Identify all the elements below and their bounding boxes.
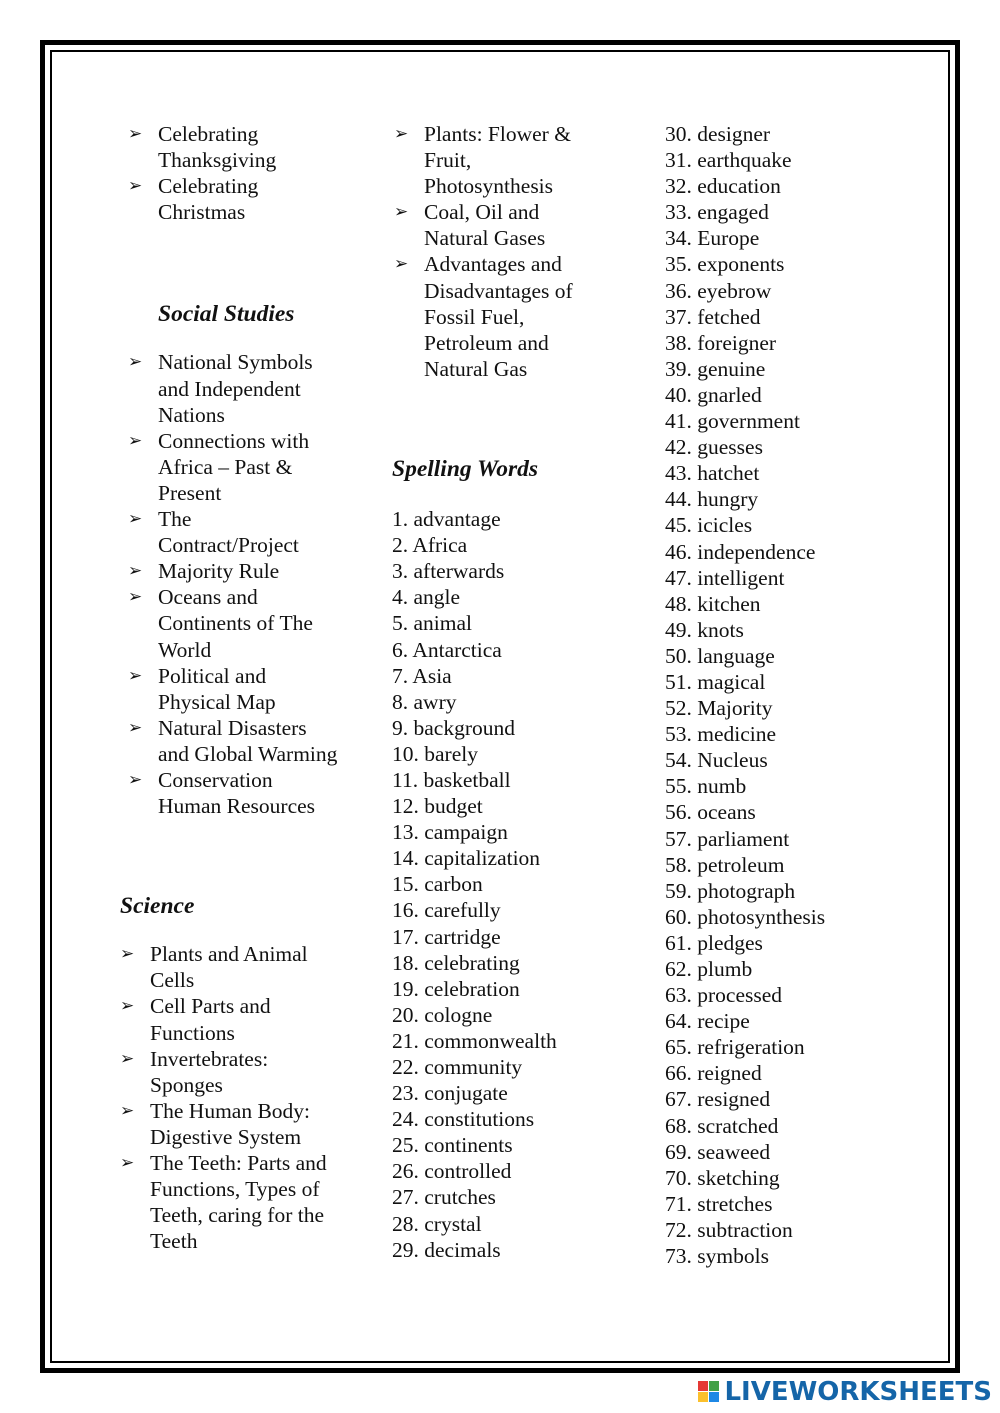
arrow-bullet-icon: ➢	[394, 124, 409, 144]
spelling-word: 63. processed	[665, 983, 783, 1008]
spelling-word: 19. celebration	[392, 976, 520, 1001]
spelling-word: 5. animal	[392, 611, 473, 636]
spelling-word: 45. icicles	[665, 513, 753, 538]
spelling-word: 8. awry	[392, 689, 457, 714]
spelling-words-list-part2	[665, 121, 895, 1269]
arrow-bullet-icon: ➢	[120, 1153, 135, 1173]
list-item: ➢ Celebrating Christmas	[128, 174, 259, 225]
spelling-word: 25. continents	[392, 1133, 513, 1158]
spelling-word: 68. scratched	[665, 1113, 779, 1138]
spelling-word: 3. afterwards	[392, 559, 505, 584]
list-item: ➢ National Symbols and Independent Nations	[128, 350, 313, 427]
list-item: ➢ Coal, Oil and Natural Gases	[394, 200, 546, 251]
spelling-word: 18. celebrating	[392, 950, 520, 975]
spelling-words-list-part1	[392, 506, 612, 1263]
list-item: ➢ Celebrating Thanksgiving	[128, 122, 277, 173]
logo-text: LIVEWORKSHEETS	[724, 1377, 992, 1407]
column-right	[665, 121, 895, 1269]
spelling-word: 4. angle	[392, 585, 461, 610]
spelling-word: 22. community	[392, 1055, 523, 1079]
spelling-word: 44. hungry	[665, 487, 759, 512]
spelling-word: 55. numb	[665, 774, 747, 799]
spelling-word: 26. controlled	[392, 1159, 512, 1184]
spelling-word: 56. oceans	[665, 800, 756, 825]
list-item: ➢ Plants: Flower & Fruit, Photosynthesis	[394, 122, 571, 199]
spelling-word: 50. language	[665, 643, 775, 668]
arrow-bullet-icon: ➢	[394, 202, 409, 223]
spelling-word: 7. Asia	[392, 663, 452, 688]
spelling-word: 21. commonwealth	[392, 1028, 557, 1053]
spelling-word: 47. intelligent	[665, 565, 785, 590]
science-list	[110, 941, 343, 1254]
arrow-bullet-icon: ➢	[120, 1100, 135, 1121]
column-left	[118, 121, 343, 1254]
spelling-word: 71. stretches	[665, 1191, 773, 1216]
social-studies-heading: Social Studies	[158, 301, 295, 328]
spelling-word: 11. basketball	[392, 767, 511, 792]
spelling-word: 52. Majority	[665, 696, 773, 721]
spelling-word: 15. carbon	[392, 872, 483, 897]
spelling-word: 70. sketching	[665, 1165, 780, 1190]
arrow-bullet-icon: ➢	[128, 352, 143, 373]
arrow-bullet-icon: ➢	[128, 430, 143, 451]
spelling-word: 39. genuine	[665, 356, 766, 381]
spelling-word: 33. engaged	[665, 200, 769, 225]
arrow-bullet-icon: ➢	[128, 561, 143, 582]
social-studies-list	[118, 349, 343, 819]
spelling-word: 24. constitutions	[392, 1107, 535, 1132]
spelling-word: 72. subtraction	[665, 1217, 793, 1242]
spelling-word: 14. capitalization	[392, 846, 541, 871]
spelling-word: 64. recipe	[665, 1009, 750, 1034]
spelling-word: 20. cologne	[392, 1002, 493, 1027]
spelling-word: 29. decimals	[392, 1237, 501, 1262]
spelling-word: 62. plumb	[665, 957, 753, 981]
science-heading: Science	[120, 893, 195, 920]
spelling-word: 58. petroleum	[665, 852, 785, 877]
spelling-word: 23. conjugate	[392, 1081, 508, 1106]
spelling-word: 28. crystal	[392, 1211, 482, 1236]
list-item: ➢ Conservation Human Resources	[128, 767, 316, 819]
list-item: ➢ Connections with Africa – Past & Present	[128, 428, 310, 505]
spelling-word: 35. exponents	[665, 252, 785, 277]
spelling-word: 37. fetched	[665, 304, 761, 329]
spelling-word: 30. designer	[665, 122, 771, 146]
list-item: ➢ Plants and Animal Cells	[120, 942, 308, 993]
list-item: ➢ Invertebrates: Sponges	[120, 1046, 269, 1097]
list-item: ➢ The Teeth: Parts and Functions, Types of Teeth, caring for the Teeth	[120, 1151, 327, 1254]
column-middle	[392, 121, 612, 1263]
spelling-word: 46. independence	[665, 539, 816, 564]
arrow-bullet-icon: ➢	[128, 509, 143, 530]
arrow-bullet-icon: ➢	[128, 587, 143, 608]
arrow-bullet-icon: ➢	[128, 124, 143, 144]
spelling-word: 48. kitchen	[665, 591, 761, 616]
arrow-bullet-icon: ➢	[394, 254, 409, 275]
spelling-word: 59. photograph	[665, 878, 796, 903]
spelling-word: 49. knots	[665, 617, 744, 642]
spelling-word: 54. Nucleus	[665, 748, 768, 773]
list-item: ➢ The Contract/Project	[128, 507, 299, 558]
spelling-word: 13. campaign	[392, 820, 508, 845]
spelling-word: 42. guesses	[665, 435, 763, 460]
spelling-word: 60. photosynthesis	[665, 904, 826, 929]
spelling-word: 57. parliament	[665, 826, 790, 851]
spelling-word: 9. background	[392, 715, 515, 740]
spelling-word: 65. refrigeration	[665, 1035, 805, 1060]
spelling-word: 1. advantage	[392, 507, 501, 532]
spelling-word: 27. crutches	[392, 1185, 496, 1210]
spelling-word: 2. Africa	[392, 533, 468, 558]
list-item: ➢ Majority Rule	[128, 559, 280, 584]
spelling-word: 61. pledges	[665, 930, 763, 955]
list-item: ➢ The Human Body: Digestive System	[120, 1098, 311, 1149]
list-item: ➢ Political and Physical Map	[128, 663, 276, 714]
arrow-bullet-icon: ➢	[120, 1048, 135, 1069]
spelling-word: 40. gnarled	[665, 382, 762, 407]
spelling-word: 51. magical	[665, 669, 766, 694]
list-item: ➢ Cell Parts and Functions	[120, 994, 271, 1045]
spelling-word: 6. Antarctica	[392, 637, 502, 662]
spelling-word: 41. government	[665, 409, 800, 434]
list-item: ➢ Oceans and Continents of The World	[128, 585, 313, 662]
spelling-word: 36. eyebrow	[665, 278, 772, 303]
list-item: ➢ Advantages and Disadvantages of Fossil Fuel, Petroleum and Natural Gas	[394, 252, 573, 381]
arrow-bullet-icon: ➢	[120, 996, 135, 1017]
arrow-bullet-icon: ➢	[120, 944, 135, 965]
spelling-words-heading: Spelling Words	[392, 455, 539, 482]
spelling-word: 67. resigned	[665, 1087, 771, 1112]
logo-mark-icon	[698, 1381, 720, 1403]
spelling-word: 16. carefully	[392, 898, 501, 923]
spelling-word: 17. cartridge	[392, 924, 501, 949]
spelling-word: 38. foreigner	[665, 330, 777, 355]
arrow-bullet-icon: ➢	[128, 176, 143, 197]
spelling-word: 10. barely	[392, 741, 478, 766]
arrow-bullet-icon: ➢	[128, 665, 143, 686]
spelling-word: 53. medicine	[665, 722, 777, 747]
spelling-word: 69. seaweed	[665, 1139, 771, 1164]
spelling-word: 32. education	[665, 174, 781, 199]
spelling-word: 66. reigned	[665, 1061, 762, 1086]
arrow-bullet-icon: ➢	[128, 769, 143, 790]
celebrations-list	[118, 121, 343, 225]
spelling-word: 34. Europe	[665, 226, 760, 251]
spelling-word: 43. hatchet	[665, 461, 760, 486]
spelling-word: 31. earthquake	[665, 148, 792, 173]
arrow-bullet-icon: ➢	[128, 717, 143, 738]
spelling-word: 73. symbols	[665, 1244, 769, 1269]
science-topics-list	[384, 121, 612, 382]
spelling-word: 12. budget	[392, 794, 483, 819]
liveworksheets-logo	[698, 1377, 992, 1407]
list-item: ➢ Natural Disasters and Global Warming	[128, 715, 338, 766]
